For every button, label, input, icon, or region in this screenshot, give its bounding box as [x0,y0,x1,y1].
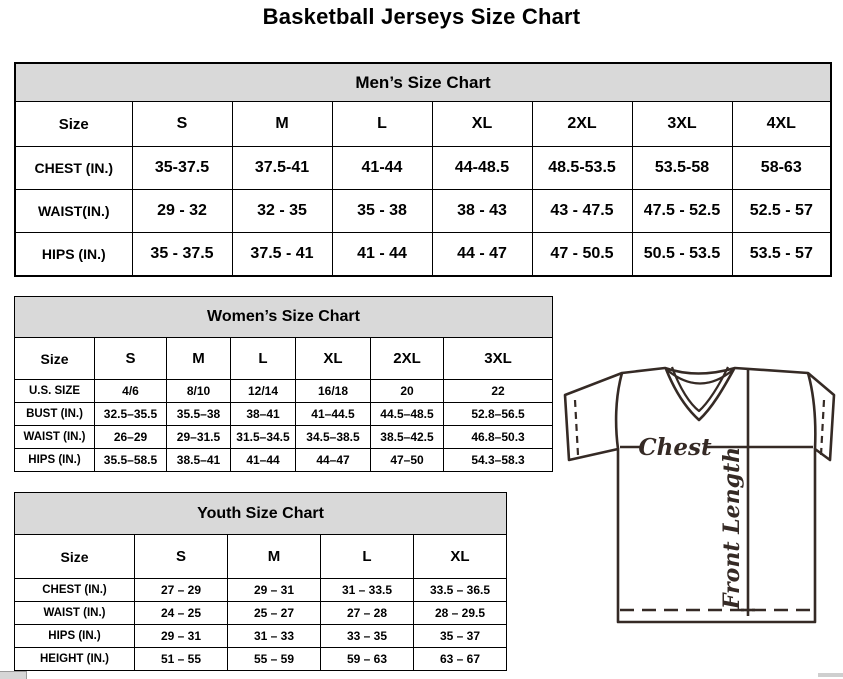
column-header: S [135,535,228,579]
page-title: Basketball Jerseys Size Chart [262,4,581,29]
size-value-cell: 58-63 [732,147,831,190]
size-value-cell: 33 – 35 [321,625,414,648]
row-label: WAIST (IN.) [15,602,135,625]
size-column-header: Size [15,535,135,579]
row-label: WAIST(IN.) [15,190,132,233]
row-label: HEIGHT (IN.) [15,648,135,671]
column-header: 4XL [732,102,831,147]
size-value-cell: 32 - 35 [232,190,332,233]
size-value-cell: 46.8–50.3 [444,426,553,449]
column-header: XL [296,338,371,380]
size-value-cell: 44–47 [296,449,371,472]
column-header: L [231,338,296,380]
row-label: U.S. SIZE [15,380,95,403]
womens-size-table [14,296,553,472]
size-value-cell: 63 – 67 [414,648,507,671]
table-row [15,579,507,602]
size-value-cell: 12/14 [231,380,296,403]
size-value-cell: 29 – 31 [228,579,321,602]
size-value-cell: 54.3–58.3 [444,449,553,472]
row-label: HIPS (IN.) [15,449,95,472]
row-label: HIPS (IN.) [15,625,135,648]
size-value-cell: 51 – 55 [135,648,228,671]
size-value-cell: 41–44.5 [296,403,371,426]
table-row [15,380,553,403]
size-value-cell: 37.5-41 [232,147,332,190]
youth-size-table [14,492,507,671]
column-header: XL [432,102,532,147]
size-value-cell: 27 – 28 [321,602,414,625]
column-header: XL [414,535,507,579]
table-row [15,449,553,472]
row-label: CHEST (IN.) [15,147,132,190]
size-value-cell: 52.8–56.5 [444,403,553,426]
row-label: WAIST (IN.) [15,426,95,449]
size-value-cell: 25 – 27 [228,602,321,625]
table-title: Men’s Size Chart [15,63,831,102]
jersey-diagram [556,358,843,630]
size-value-cell: 32.5–35.5 [95,403,167,426]
table-row [15,625,507,648]
size-value-cell: 55 – 59 [228,648,321,671]
size-value-cell: 47.5 - 52.5 [632,190,732,233]
size-value-cell: 44-48.5 [432,147,532,190]
column-header: S [132,102,232,147]
size-value-cell: 47–50 [371,449,444,472]
size-value-cell: 41-44 [332,147,432,190]
size-value-cell: 43 - 47.5 [532,190,632,233]
column-header: 2XL [532,102,632,147]
size-value-cell: 47 - 50.5 [532,233,632,277]
column-header: 3XL [444,338,553,380]
column-header: M [167,338,231,380]
size-value-cell: 50.5 - 53.5 [632,233,732,277]
column-header: 3XL [632,102,732,147]
size-value-cell: 31 – 33.5 [321,579,414,602]
column-header: M [228,535,321,579]
size-value-cell: 35 - 37.5 [132,233,232,277]
size-value-cell: 26–29 [95,426,167,449]
row-label: HIPS (IN.) [15,233,132,277]
table-row [15,602,507,625]
row-label: BUST (IN.) [15,403,95,426]
cropped-cell-artifact-left [0,671,27,679]
table-title: Youth Size Chart [15,493,507,535]
size-value-cell: 16/18 [296,380,371,403]
jersey-outline [565,368,834,622]
size-value-cell: 35-37.5 [132,147,232,190]
size-value-cell: 38 - 43 [432,190,532,233]
size-value-cell: 29 - 32 [132,190,232,233]
column-header: S [95,338,167,380]
table-title: Women’s Size Chart [15,297,553,338]
column-header: L [321,535,414,579]
table-row [15,426,553,449]
size-value-cell: 41–44 [231,449,296,472]
size-value-cell: 31.5–34.5 [231,426,296,449]
size-column-header: Size [15,338,95,380]
size-value-cell: 33.5 – 36.5 [414,579,507,602]
size-value-cell: 38.5–42.5 [371,426,444,449]
column-header: 2XL [371,338,444,380]
size-value-cell: 38–41 [231,403,296,426]
size-value-cell: 53.5-58 [632,147,732,190]
table-row [15,648,507,671]
size-value-cell: 31 – 33 [228,625,321,648]
table-row [15,147,831,190]
size-value-cell: 52.5 - 57 [732,190,831,233]
size-value-cell: 44.5–48.5 [371,403,444,426]
size-value-cell: 4/6 [95,380,167,403]
size-value-cell: 29–31.5 [167,426,231,449]
front-length-label: Front Length [719,446,745,610]
size-value-cell: 53.5 - 57 [732,233,831,277]
size-value-cell: 59 – 63 [321,648,414,671]
chest-label: Chest [638,434,712,461]
size-value-cell: 29 – 31 [135,625,228,648]
column-header: M [232,102,332,147]
size-value-cell: 24 – 25 [135,602,228,625]
size-value-cell: 34.5–38.5 [296,426,371,449]
size-value-cell: 41 - 44 [332,233,432,277]
table-row [15,233,831,277]
table-row [15,403,553,426]
size-value-cell: 44 - 47 [432,233,532,277]
size-value-cell: 35 - 38 [332,190,432,233]
size-column-header: Size [15,102,132,147]
size-value-cell: 20 [371,380,444,403]
size-value-cell: 28 – 29.5 [414,602,507,625]
size-value-cell: 35.5–38 [167,403,231,426]
row-label: CHEST (IN.) [15,579,135,602]
size-value-cell: 35.5–58.5 [95,449,167,472]
size-value-cell: 27 – 29 [135,579,228,602]
table-row [15,190,831,233]
size-value-cell: 8/10 [167,380,231,403]
size-value-cell: 37.5 - 41 [232,233,332,277]
column-header: L [332,102,432,147]
size-value-cell: 22 [444,380,553,403]
mens-size-table [14,62,832,277]
size-value-cell: 38.5–41 [167,449,231,472]
cropped-cell-artifact-right [818,673,843,677]
size-value-cell: 48.5-53.5 [532,147,632,190]
size-value-cell: 35 – 37 [414,625,507,648]
